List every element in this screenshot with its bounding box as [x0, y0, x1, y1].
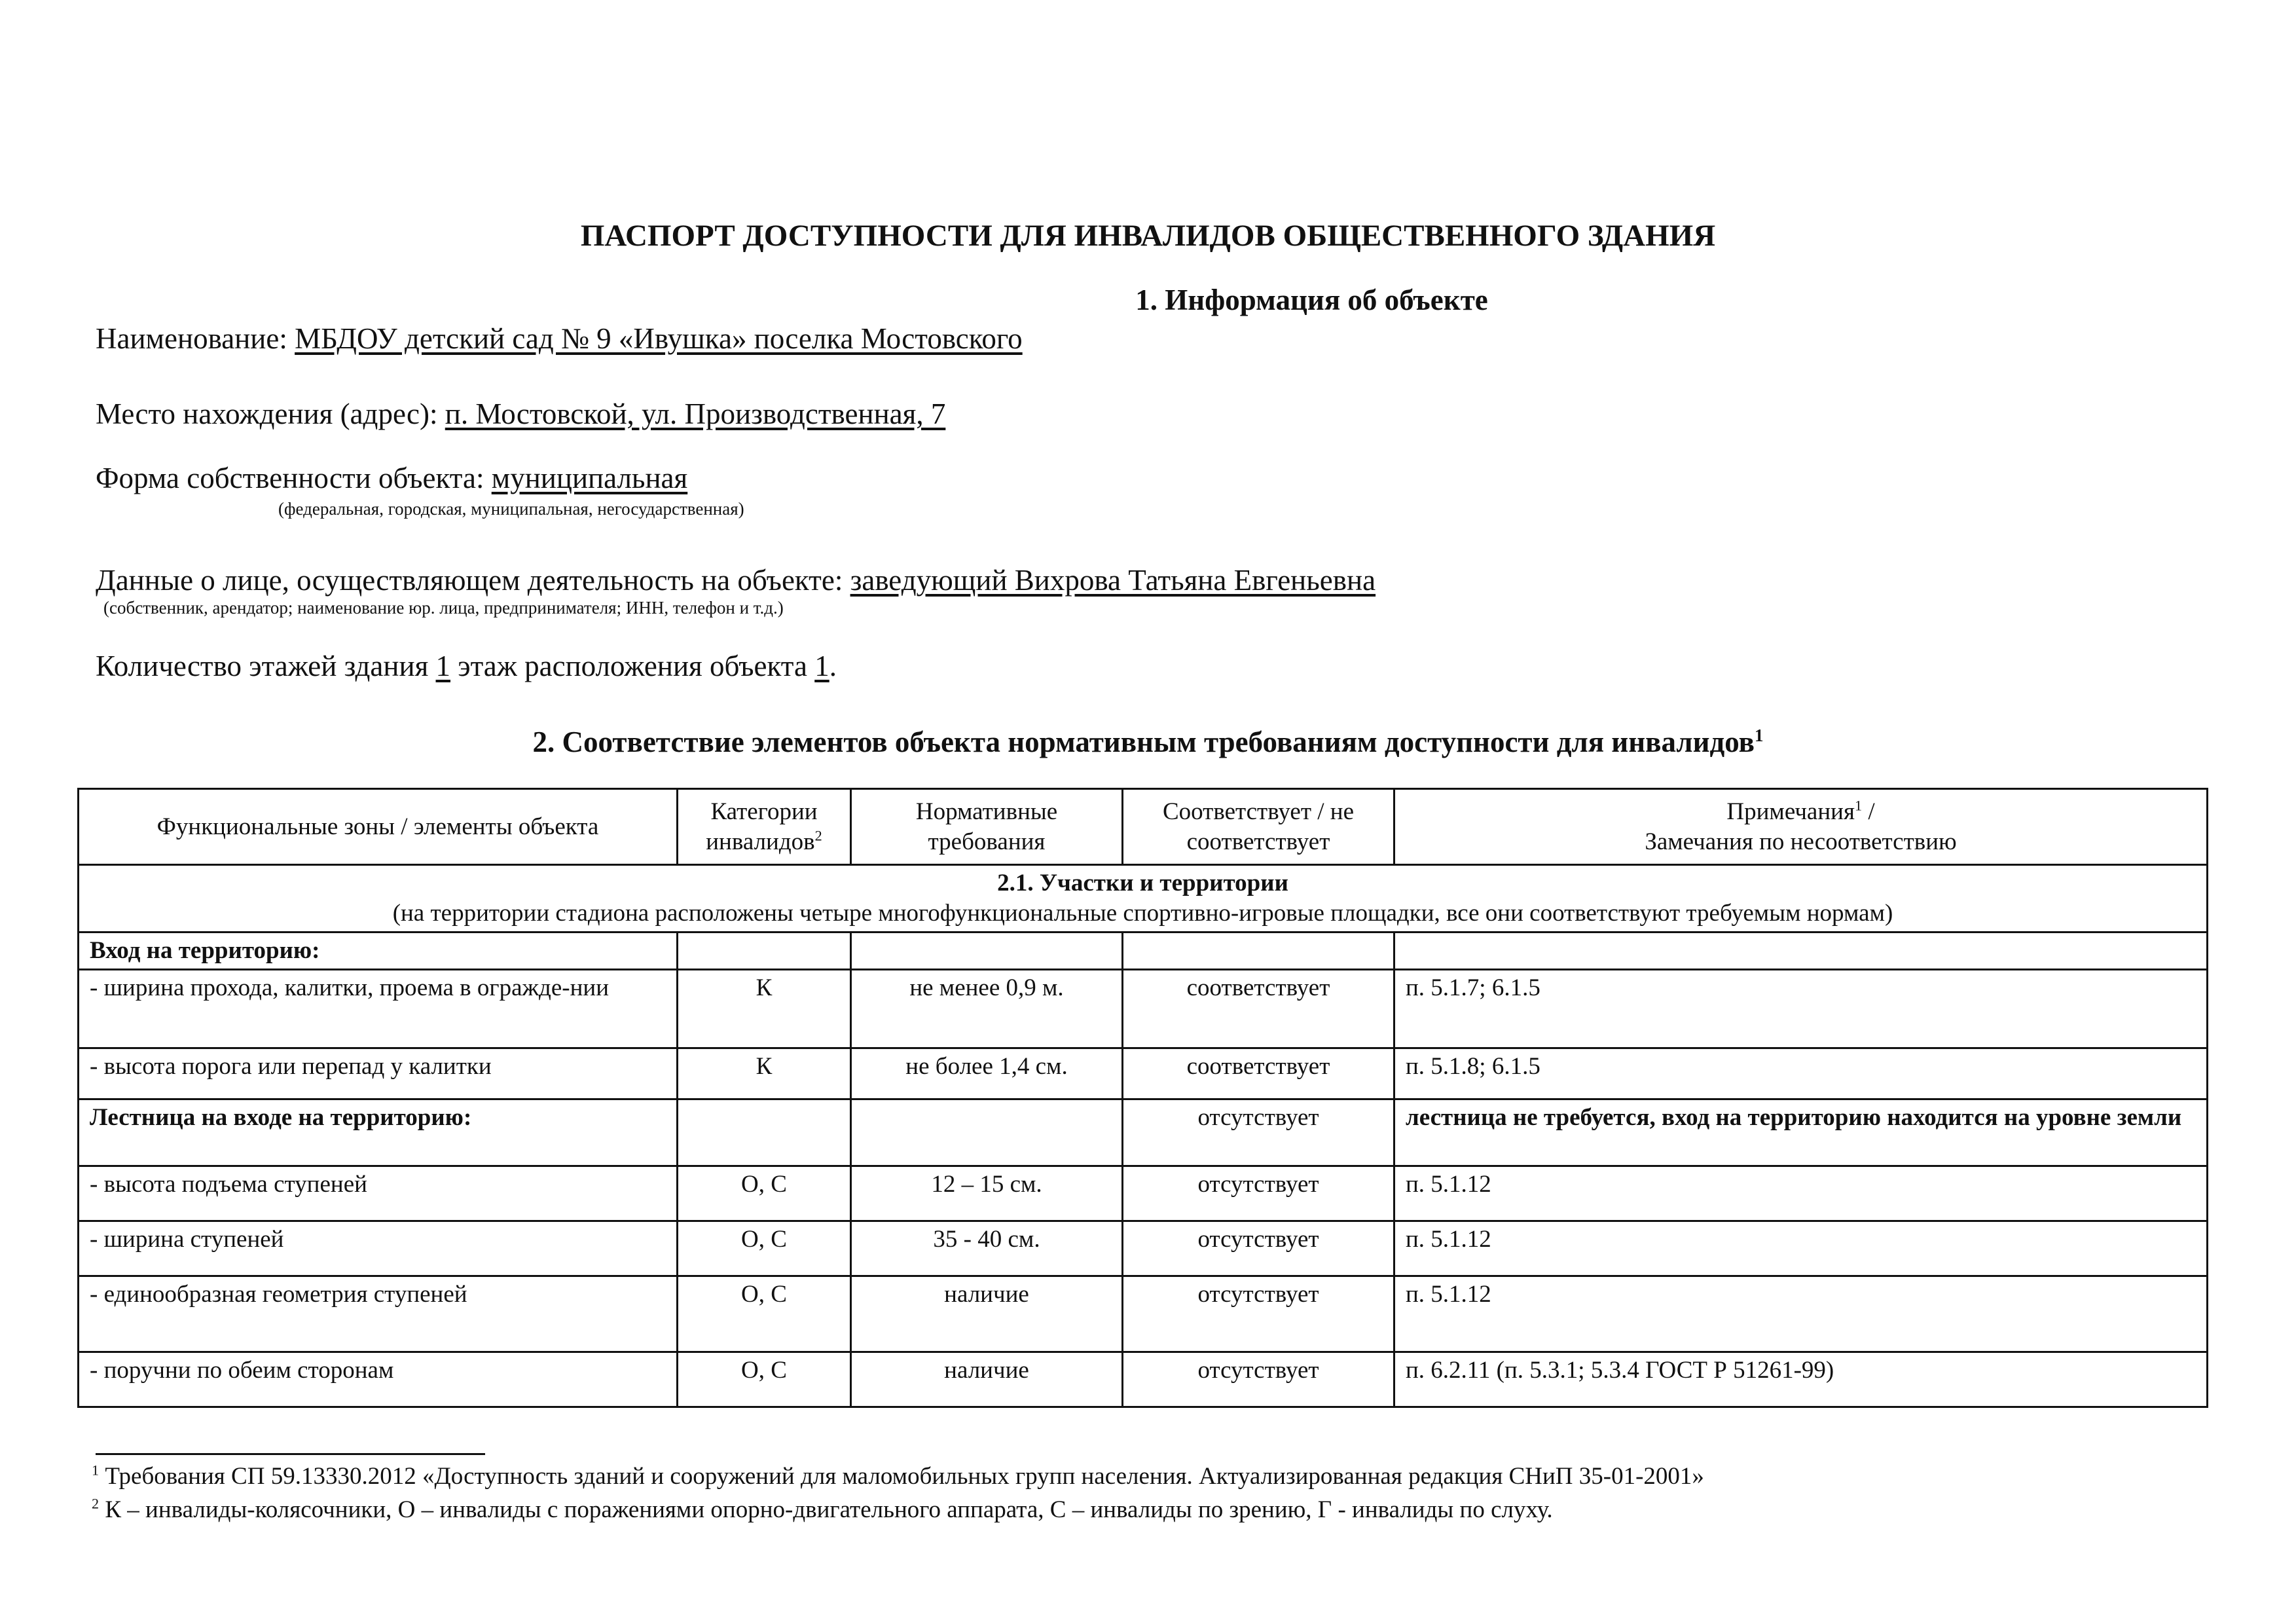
norm-cell: наличие	[851, 1276, 1123, 1352]
name-value: МБДОУ детский сад № 9 «Ивушка» поселка Мостовского	[295, 322, 1023, 355]
table-row	[79, 1166, 2208, 1221]
category-cell: О, С	[678, 1276, 851, 1352]
element-cell: - высота подъема ступеней	[79, 1166, 678, 1221]
norm-cell	[851, 932, 1123, 970]
note-cell: п. 5.1.7; 6.1.5	[1394, 970, 2208, 1048]
table-row	[79, 1099, 2208, 1166]
floors-line	[96, 648, 837, 684]
element-cell: - единообразная геометрия ступеней	[79, 1276, 678, 1352]
category-cell: К	[678, 970, 851, 1048]
subsection-row	[79, 865, 2208, 932]
header-notes	[1394, 789, 2208, 865]
norm-cell: не менее 0,9 м.	[851, 970, 1123, 1048]
element-cell: Лестница на входе на территорию:	[79, 1099, 678, 1166]
section2-title-text: 2. Соответствие элементов объекта нормативным требованиям доступности для инвалидов	[532, 726, 1755, 758]
header-norms	[851, 789, 1123, 865]
name-label: Наименование:	[96, 322, 287, 355]
ownership-hint: (федеральная, городская, муниципальная, негосударственная)	[278, 499, 744, 519]
footnote-2	[92, 1495, 1553, 1525]
header-norms-line2: требования	[928, 828, 1046, 855]
section1-title: 1. Информация об объекте	[1135, 284, 1488, 316]
header-norms-line1: Нормативные	[915, 798, 1058, 825]
header-categories-line1: Категории	[710, 798, 818, 825]
table-row	[79, 1221, 2208, 1276]
header-categories	[678, 789, 851, 865]
ownership-line	[96, 460, 687, 496]
section2-footnote-mark: 1	[1754, 726, 1764, 745]
header-categories-sup: 2	[814, 827, 822, 844]
address-line	[96, 396, 945, 432]
header-notes-sup: 1	[1854, 797, 1863, 814]
table-header-row	[79, 789, 2208, 865]
note-cell: п. 5.1.12	[1394, 1166, 2208, 1221]
table-row	[79, 1048, 2208, 1099]
header-notes-line2: Замечания по несоответствию	[1645, 828, 1957, 855]
element-cell: - поручни по обеим сторонам	[79, 1352, 678, 1407]
status-cell: отсутствует	[1123, 1221, 1394, 1276]
ownership-label: Форма собственности объекта:	[96, 462, 484, 494]
address-value: п. Мостовской, ул. Производственная, 7	[445, 397, 946, 430]
category-cell: О, С	[678, 1352, 851, 1407]
operator-line	[96, 562, 1376, 599]
table-row	[79, 1352, 2208, 1407]
header-categories-line2: инвалидов	[706, 828, 815, 855]
footnote-1-mark: 1	[92, 1462, 100, 1479]
norm-cell	[851, 1099, 1123, 1166]
floor-label: этаж расположения объекта	[458, 650, 807, 682]
norm-cell: наличие	[851, 1352, 1123, 1407]
note-cell: п. 5.1.12	[1394, 1276, 2208, 1352]
status-cell	[1123, 932, 1394, 970]
category-cell: О, С	[678, 1221, 851, 1276]
category-cell: К	[678, 1048, 851, 1099]
footnote-1	[92, 1462, 1704, 1492]
header-compliance	[1123, 789, 1394, 865]
floors-label: Количество этажей здания	[96, 650, 429, 682]
note-cell: п. 5.1.12	[1394, 1221, 2208, 1276]
header-elements: Функциональные зоны / элементы объекта	[79, 789, 678, 865]
category-cell	[678, 1099, 851, 1166]
status-cell: отсутствует	[1123, 1276, 1394, 1352]
table-row	[79, 970, 2208, 1048]
note-cell	[1394, 932, 2208, 970]
header-compliance-line2: соответствует	[1186, 828, 1330, 855]
address-label: Место нахождения (адрес):	[96, 397, 438, 430]
ownership-value: муниципальная	[491, 462, 688, 494]
document-title: ПАСПОРТ ДОСТУПНОСТИ ДЛЯ ИНВАЛИДОВ ОБЩЕСТВЕННОГО ЗДАНИЯ	[580, 219, 1716, 253]
subsection-note: (на территории стадиона расположены четыре многофункциональные спортивно-игровые площадки, все они соответствуют требуемым нормам)	[392, 900, 1893, 927]
norm-cell: не более 1,4 см.	[851, 1048, 1123, 1099]
floors-value: 1	[435, 650, 451, 682]
category-cell	[678, 932, 851, 970]
note-cell: п. 5.1.8; 6.1.5	[1394, 1048, 2208, 1099]
status-cell: соответствует	[1123, 1048, 1394, 1099]
element-cell: - высота порога или перепад у калитки	[79, 1048, 678, 1099]
status-cell: отсутствует	[1123, 1166, 1394, 1221]
header-compliance-line1: Соответствует / не	[1162, 798, 1355, 825]
section2-title	[0, 724, 2296, 760]
operator-value: заведующий Вихрова Татьяна Евгеньевна	[850, 564, 1376, 597]
footnote-2-mark: 2	[92, 1495, 100, 1512]
operator-label: Данные о лице, осуществляющем деятельность на объекте:	[96, 564, 843, 597]
category-cell: О, С	[678, 1166, 851, 1221]
subsection-title: 2.1. Участки и территории	[997, 870, 1288, 896]
status-cell: отсутствует	[1123, 1099, 1394, 1166]
name-line	[96, 320, 1023, 357]
header-notes-line1: Примечания	[1726, 798, 1855, 825]
note-cell: п. 6.2.11 (п. 5.3.1; 5.3.4 ГОСТ Р 51261-99)	[1394, 1352, 2208, 1407]
norm-cell: 12 – 15 см.	[851, 1166, 1123, 1221]
table-row	[79, 932, 2208, 970]
footnote-1-text: Требования СП 59.13330.2012 «Доступность зданий и сооружений для маломобильных групп населения. Актуализированная редакция СНиП 35-01-2001»	[99, 1463, 1704, 1490]
floor-value: 1	[814, 650, 829, 682]
norm-cell: 35 - 40 см.	[851, 1221, 1123, 1276]
floors-period: .	[829, 650, 837, 682]
element-cell: - ширина прохода, калитки, проема в огражде-нии	[79, 970, 678, 1048]
header-notes-slash: /	[1862, 798, 1875, 825]
footnote-2-text: К – инвалиды-колясочники, О – инвалиды с поражениями опорно-двигательного аппарата, С – инвалиды по зрению, Г - инвалиды по слуху.	[99, 1496, 1553, 1523]
operator-hint: (собственник, арендатор; наименование юр. лица, предпринимателя; ИНН, телефон и т.д.)	[103, 598, 784, 618]
footnote-divider	[96, 1453, 485, 1455]
element-cell: - ширина ступеней	[79, 1221, 678, 1276]
status-cell: отсутствует	[1123, 1352, 1394, 1407]
element-cell: Вход на территорию:	[79, 932, 678, 970]
note-cell: лестница не требуется, вход на территорию находится на уровне земли	[1394, 1099, 2208, 1166]
table-row	[79, 1276, 2208, 1352]
subsection-cell	[79, 865, 2208, 932]
accessibility-table	[77, 788, 2208, 1408]
status-cell: соответствует	[1123, 970, 1394, 1048]
